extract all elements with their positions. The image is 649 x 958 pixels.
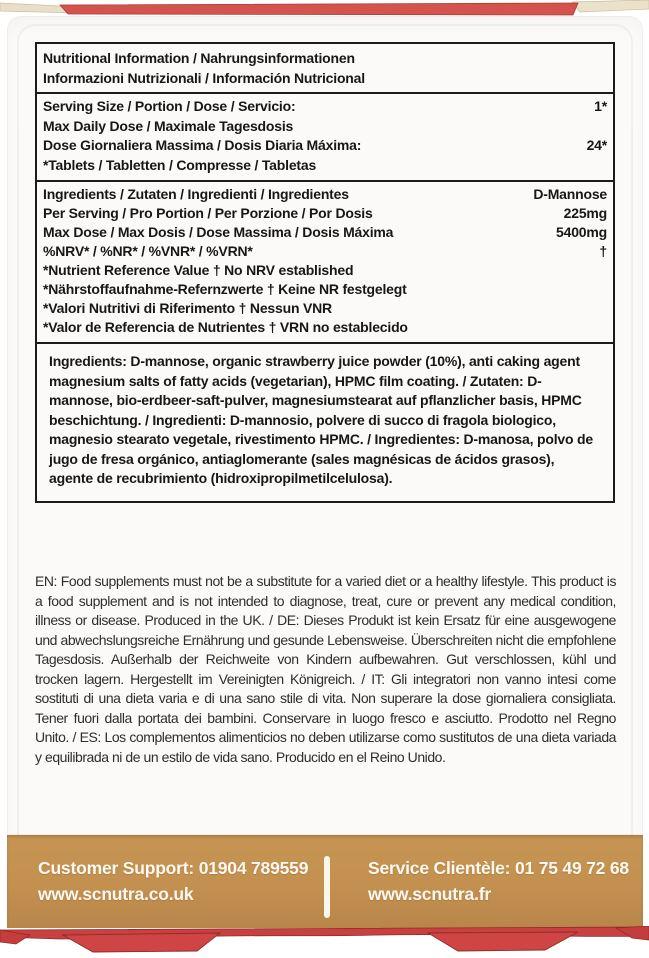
contact-block-uk — [38, 855, 308, 907]
website-uk: www.scnutra.co.uk — [38, 884, 194, 904]
box-lid-red-strip — [60, 3, 578, 15]
table-row — [43, 185, 607, 204]
row-value: † — [599, 243, 607, 259]
table-row — [43, 223, 607, 242]
row-label: %NRV* / %NR* / %VNR* / %VRN* — [43, 243, 253, 259]
row-value: 5400mg — [556, 224, 607, 240]
footnote-line: *Valori Nutritivi di Riferimento † Nessun VNR — [43, 300, 332, 316]
box-lid-cream-right — [572, 0, 649, 12]
row-label: Ingredients / Zutaten / Ingredienti / Ingredientes — [43, 186, 349, 202]
box-front-panel — [7, 16, 643, 835]
footnote-line: *Nährstoffaufnahme-Refernzwerte † Keine NR festgelegt — [43, 281, 407, 297]
row-label: Max Dose / Max Dosis / Dose Massima / Dosis Máxima — [43, 224, 394, 240]
box-bottom-flap-left — [63, 933, 220, 952]
ingredients-section — [37, 342, 613, 501]
row-label: Per Serving / Pro Portion / Per Porzione / Por Dosis — [43, 205, 373, 221]
table-row — [43, 97, 607, 117]
box-bottom-flap-right — [428, 932, 578, 951]
table-row — [43, 204, 607, 223]
table-row — [43, 156, 607, 176]
table-row — [43, 242, 607, 261]
customer-support-phone: Customer Support: 01904 789559 — [38, 858, 309, 878]
row-value: D-Mannose — [533, 186, 607, 202]
row-label: Serving Size / Portion / Dose / Servicio: — [43, 98, 296, 114]
row-value: 24* — [586, 137, 607, 153]
row-label: Max Daily Dose / Maximale Tagesdosis — [43, 117, 294, 134]
table-row — [43, 136, 607, 156]
contact-block-fr — [368, 855, 629, 907]
box-bottom-edge — [0, 926, 649, 958]
footnote-line: *Valor de Referencia de Nutrientes † VRN no establecido — [43, 319, 408, 335]
row-label: Dose Giornaliera Massima / Dosis Diaria Máxima: — [43, 137, 362, 153]
nutrition-facts-table — [35, 42, 615, 503]
row-value: 225mg — [563, 205, 607, 221]
table-row — [43, 117, 607, 137]
footnote-line: *Nutrient Reference Value † No NRV established — [43, 262, 354, 278]
row-value: 1* — [594, 98, 607, 114]
row-label: *Tablets / Tabletten / Compresse / Tabletas — [43, 156, 317, 173]
table-title-line: Informazioni Nutrizionali / Información Nutricional — [43, 70, 365, 86]
service-clientele-phone: Service Clientèle: 01 75 49 72 68 — [368, 858, 629, 878]
website-fr: www.scnutra.fr — [368, 884, 491, 904]
table-header — [37, 44, 613, 92]
serving-section — [37, 92, 613, 180]
ingredients-paragraph: Ingredients: D-mannose, organic strawberry juice powder (10%), anti caking agent magnesium salts of fatty acids (vegetarian), HPMC film coating. / Zutaten: D-mannose, bio-erdbeer-saft-pulver, magnesiumstearat auf pflanzlicher basis, HPMC beschichtung. / Ingredienti: D-mannosio, polvere di succo di fragola biologico, magnesio stearato vegetale, rivestimento HPMC. / Ingredientes: D-manosa, polvo de jugo de fresa orgánico, antiaglomerante (sales magnésicas de ácidos grasos), agente de recubrimiento (hidroxipropilmetilcelulosa). — [49, 353, 593, 486]
table-title-line: Nutritional Information / Nahrungsinformationen — [43, 50, 355, 66]
nutrient-section — [37, 180, 613, 342]
disclaimer-paragraph: EN: Food supplements must not be a substitute for a varied diet or a healthy lifestyle. This product is a food supplement and is not intended to diagnose, treat, cure or prevent any medical condition, illness or disease. Produced in the UK. / DE: Dieses Produkt ist kein Ersatz für eine ausgewogene und abwechslungsreiche Ernährung und gesunde Lebensweise. Überschreiten nicht die empfohlene Tagesdosis. Außerhalb der Reichweite von Kindern aufbewahren. Gut verschlossen, kühl und trocken lagern. Hergestellt im Vereinigten Königreich. / IT: Gli integratori non vanno intesi come sostituti di una dieta varia e di una sano stile di vita. Non superare la dose giornaliera consigliata. Tener fuori dalla portata dei bambini. Conservare in luogo fresco e asciutto. Prodotto nel Regno Unito. / ES: Los complementos alimenticios no deben utilizarse como sustitutos de una dieta variada y equilibrada ni de un estilo de vida sano. Producido en el Reino Unido. — [35, 573, 616, 765]
footer-divider — [324, 856, 330, 918]
contact-footer-bar — [7, 835, 643, 928]
